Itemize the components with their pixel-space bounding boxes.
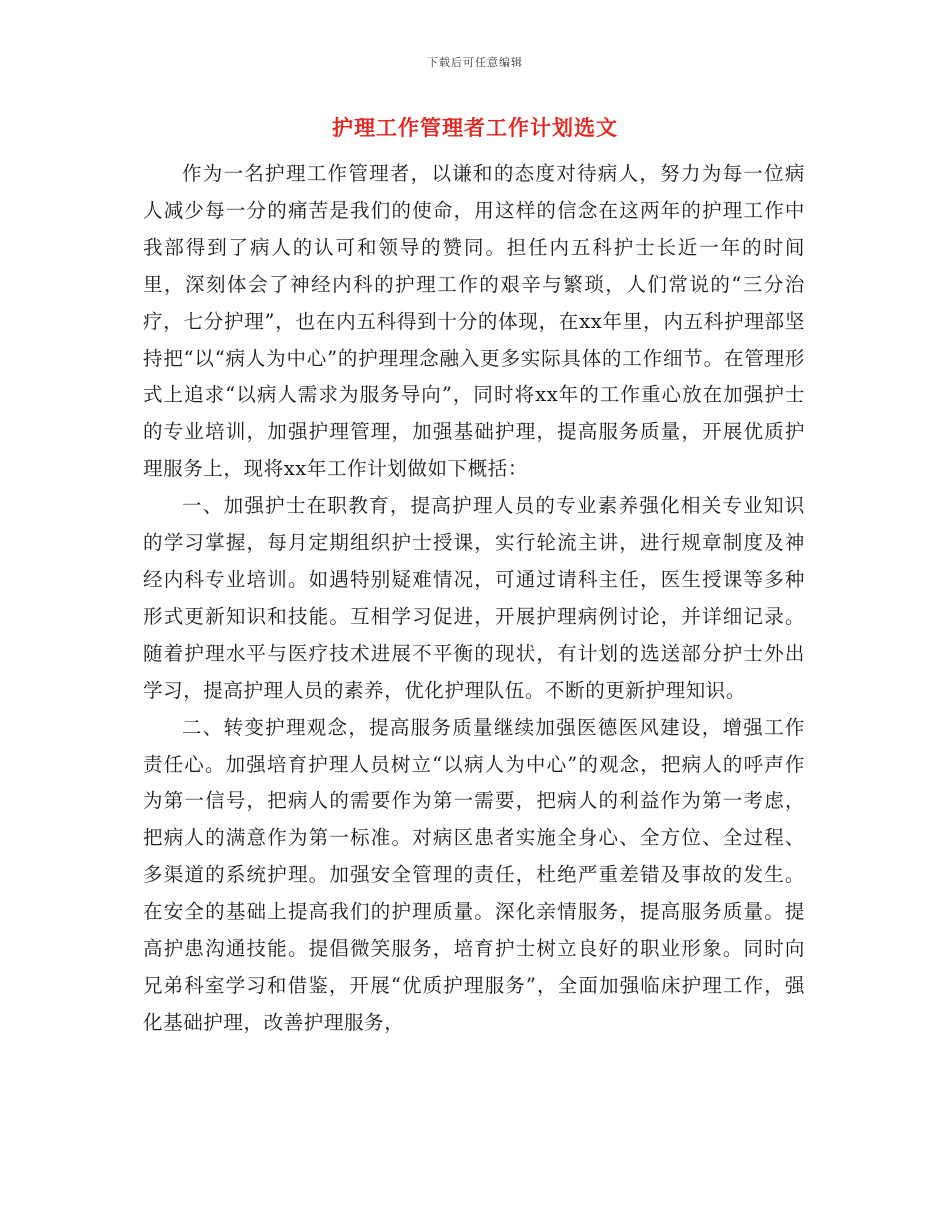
document-title: 护理工作管理者工作计划选文 xyxy=(332,115,618,140)
page-header-note: 下载后可任意编辑 xyxy=(427,56,523,69)
paragraph-section-1: 一、加强护士在职教育，提高护理人员的专业素养强化相关专业知识的学习掌握，每月定期组织护士授课，实行轮流主讲，进行规章制度及神经内科专业培训。如遇特别疑难情况，可通过请科主任，医生授课等多种形式更新知识和技能。互相学习促进，开展护理病例讨论，并详细记录。随着护理水平与医疗技术进展不平衡的现状，有计划的选送部分护士外出学习，提高护理人员的素养，优化护理队伍。不断的更新护理知识。 xyxy=(143,494,805,702)
document-body xyxy=(143,156,805,1042)
paragraph-section-2: 二、转变护理观念，提高服务质量继续加强医德医风建设，增强工作责任心。加强培育护理人员树立“以病人为中心”的观念，把病人的呼声作为第一信号，把病人的需要作为第一需要，把病人的利益作为第一考虑，把病人的满意作为第一标准。对病区患者实施全身心、全方位、全过程、多渠道的系统护理。加强安全管理的责任，杜绝严重差错及事故的发生。在安全的基础上提高我们的护理质量。深化亲情服务，提高服务质量。提高护患沟通技能。提倡微笑服务，培育护士树立良好的职业形象。同时向兄弟科室学习和借鉴，开展“优质护理服务”，全面加强临床护理工作，强化基础护理，改善护理服务， xyxy=(143,715,805,1034)
paragraph-intro: 作为一名护理工作管理者，以谦和的态度对待病人，努力为每一位病人减少每一分的痛苦是我们的使命，用这样的信念在这两年的护理工作中我部得到了病人的认可和领导的赞同。担任内五科护士长近一年的时间里，深刻体会了神经内科的护理工作的艰辛与繁琐，人们常说的“三分治疗，七分护理”，也在内五科得到十分的体现，在xx年里，内五科护理部坚持把“以“病人为中心”的护理理念融入更多实际具体的工作细节。在管理形式上追求“以病人需求为服务导向”，同时将xx年的工作重心放在加强护士的专业培训，加强护理管理，加强基础护理，提高服务质量，开展优质护理服务上，现将xx年工作计划做如下概括： xyxy=(143,162,805,481)
